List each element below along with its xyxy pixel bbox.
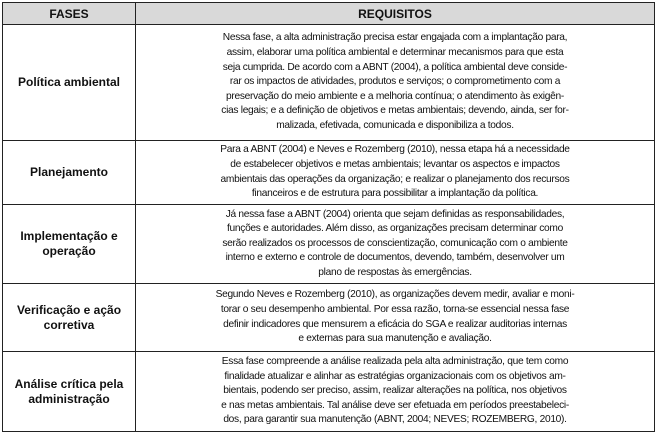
requirement-line: Segundo Neves e Rozemberg (2010), as organizações devem medir, avaliar e moni- xyxy=(215,289,575,301)
requirement-line: malizada, efetivada, comunicada e disponibiliza a todos. xyxy=(276,119,514,131)
requirements-cell xyxy=(136,25,655,141)
requirement-line: Já nessa fase a ABNT (2004) orienta que sejam definidas as responsabilidades, xyxy=(225,208,565,220)
table-row xyxy=(3,284,655,352)
requirement-line: assim, elaborar uma política ambiental e determinar mecanismos para que esta xyxy=(226,47,564,59)
requirements-cell xyxy=(136,205,655,284)
phase-cell: Planejamento xyxy=(3,141,136,205)
requirement-line: e nas metas ambientais. Tal análise deve ser efetuada em períodos preestabeleci- xyxy=(221,399,569,411)
requirement-line: bientais, podendo ser preciso, assim, realizar alterações na política, nos objetivos xyxy=(223,385,567,397)
phase-cell: Implementação e operação xyxy=(3,205,136,284)
requirement-line: seja cumprida. De acordo com a ABNT (2004), a política ambiental deve conside- xyxy=(222,61,568,73)
requirement-line: e externas para sua manutenção e avaliação. xyxy=(298,333,492,345)
header-requisitos: REQUISITOS xyxy=(136,3,655,25)
phase-cell: Análise crítica pela administração xyxy=(3,352,136,432)
requirement-line: ambientais das operações da organização; e realizar o planejamento dos recursos xyxy=(220,173,570,185)
requirement-line: finalidade atualizar e alinhar as estratégias organizacionais com os objetivos am- xyxy=(224,370,566,382)
phase-cell: Política ambiental xyxy=(3,25,136,141)
requirement-line: dos, para garantir sua manutenção (ABNT, 2004; NEVES; ROZEMBERG, 2010). xyxy=(223,414,567,426)
table-row xyxy=(3,25,655,141)
requirements-cell xyxy=(136,284,655,352)
header-fases: FASES xyxy=(3,3,136,25)
requirement-line: funções e autoridades. Além disso, as organizações precisam determinar como xyxy=(227,223,563,235)
requirement-line: financeiros e de estrutura para possibilitar a implantação da política. xyxy=(251,188,539,200)
table-row xyxy=(3,352,655,432)
table-row xyxy=(3,205,655,284)
phase-cell: Verificação e ação corretiva xyxy=(3,284,136,352)
requirement-line: preservação do meio ambiente e a melhoria contínua; o atendimento às exigên- xyxy=(226,90,564,102)
requirement-line: definir indicadores que mensurem a eficácia do SGA e realizar auditorias internas xyxy=(223,318,567,330)
requirement-line: interno e externo e controle de documentos, devendo, também, desenvolver um xyxy=(225,252,565,264)
header-row xyxy=(3,3,655,25)
requirement-line: plano de respostas às emergências. xyxy=(318,266,472,278)
requirement-line: Para a ABNT (2004) e Neves e Rozemberg (2010), nessa etapa há a necessidade xyxy=(220,144,570,156)
requirement-line: Nessa fase, a alta administração precisa estar engajada com a implantação para, xyxy=(222,32,568,44)
requirement-line: torar o seu desempenho ambiental. Por essa razão, torna-se essencial nessa fase xyxy=(220,303,570,315)
requirements-cell xyxy=(136,141,655,205)
table-row xyxy=(3,141,655,205)
requirement-line: de estabelecer objetivos e metas ambientais; levantar os aspectos e impactos xyxy=(230,158,560,170)
phases-requirements-table xyxy=(2,2,655,432)
requirement-line: cias legais; e a definição de objetivos e metas ambientais; devendo, ainda, ser for- xyxy=(221,105,569,117)
requirement-line: rar os impactos de atividades, produtos e serviços; o comprometimento com a xyxy=(229,76,561,88)
requirement-line: serão realizados os processos de conscientização, comunicação com o ambiente xyxy=(222,237,568,249)
requirements-cell xyxy=(136,352,655,432)
requirement-line: Essa fase compreende a análise realizada pela alta administração, que tem como xyxy=(221,356,569,368)
